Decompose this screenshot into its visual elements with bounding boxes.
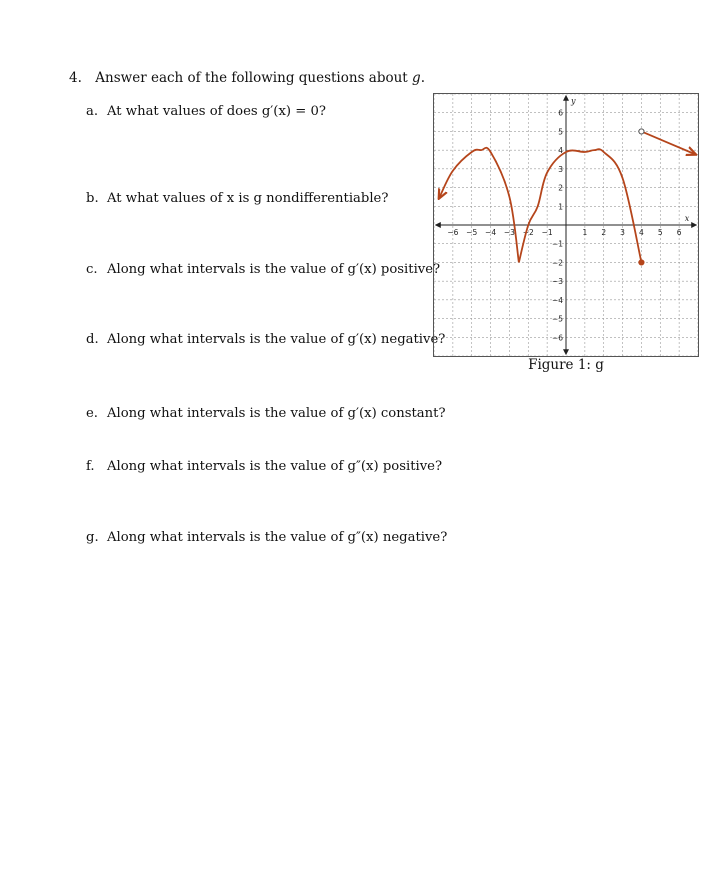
item-letter: a. xyxy=(86,104,99,119)
item-text: At what values of x is g nondifferentiable? xyxy=(107,191,389,206)
y-tick-label: 1 xyxy=(558,202,563,212)
y-tick-label: 6 xyxy=(558,108,563,118)
item-text: Along what intervals is the value of g′(x) negative? xyxy=(107,332,446,347)
x-tick-label: −1 xyxy=(541,228,553,237)
y-tick-label: −4 xyxy=(551,295,563,305)
figure-caption: Figure 1: g xyxy=(528,357,604,373)
question-item-e xyxy=(86,406,446,421)
x-tick-label: 4 xyxy=(639,228,644,237)
x-tick-label: −3 xyxy=(503,228,515,237)
x-tick-label: 5 xyxy=(657,228,663,237)
item-text: Along what intervals is the value of g″(x) negative? xyxy=(107,530,448,545)
y-tick-label: −1 xyxy=(551,239,563,249)
question-prompt: Answer each of the following questions about xyxy=(95,70,408,86)
y-tick-label: −2 xyxy=(551,258,563,268)
question-prompt-end: . xyxy=(420,70,425,86)
y-tick-label: −3 xyxy=(551,277,563,287)
x-tick-label: −6 xyxy=(447,228,459,237)
y-tick-label: −5 xyxy=(551,314,563,324)
item-letter: b. xyxy=(86,191,99,206)
y-tick-label: 4 xyxy=(558,146,563,156)
curve-segment-left xyxy=(440,148,519,263)
graph-canvas xyxy=(434,94,698,356)
curve-segment-middle xyxy=(519,149,642,262)
question-item-c xyxy=(86,262,440,277)
question-item-a xyxy=(86,104,326,119)
item-letter: g. xyxy=(86,530,99,545)
item-letter: d. xyxy=(86,332,99,347)
item-text: Along what intervals is the value of g″(x) positive? xyxy=(107,459,443,474)
item-letter: c. xyxy=(86,262,98,277)
x-tick-label: 3 xyxy=(620,228,625,237)
x-axis-label: x xyxy=(684,214,690,223)
open-endpoint xyxy=(639,129,644,134)
x-tick-label: −4 xyxy=(485,228,497,237)
item-letter: f. xyxy=(86,459,95,474)
x-tick-label: −2 xyxy=(522,228,534,237)
question-item-b xyxy=(86,191,388,206)
closed-endpoint xyxy=(639,260,644,265)
y-tick-label: 5 xyxy=(558,127,563,137)
question-variable: g xyxy=(412,70,421,86)
item-text: At what values of does g′(x) = 0? xyxy=(107,104,326,119)
question-item-f xyxy=(86,459,442,474)
graph-figure xyxy=(433,93,699,357)
x-tick-label: 6 xyxy=(676,228,682,237)
question-item-d xyxy=(86,332,445,347)
curve-segment-right xyxy=(641,131,694,153)
x-tick-label: 1 xyxy=(582,228,588,237)
y-tick-label: 3 xyxy=(558,164,563,174)
x-tick-label: 2 xyxy=(601,228,607,237)
x-tick-label: −5 xyxy=(466,228,478,237)
question-header xyxy=(69,70,425,86)
y-tick-label: −6 xyxy=(551,333,563,343)
item-text: Along what intervals is the value of g′(x) positive? xyxy=(107,262,441,277)
question-item-g xyxy=(86,530,447,545)
item-text: Along what intervals is the value of g′(x) constant? xyxy=(107,406,446,421)
item-letter: e. xyxy=(86,406,98,421)
y-axis-label: y xyxy=(571,96,576,106)
question-number: 4. xyxy=(69,70,82,86)
y-tick-label: 2 xyxy=(558,183,563,193)
